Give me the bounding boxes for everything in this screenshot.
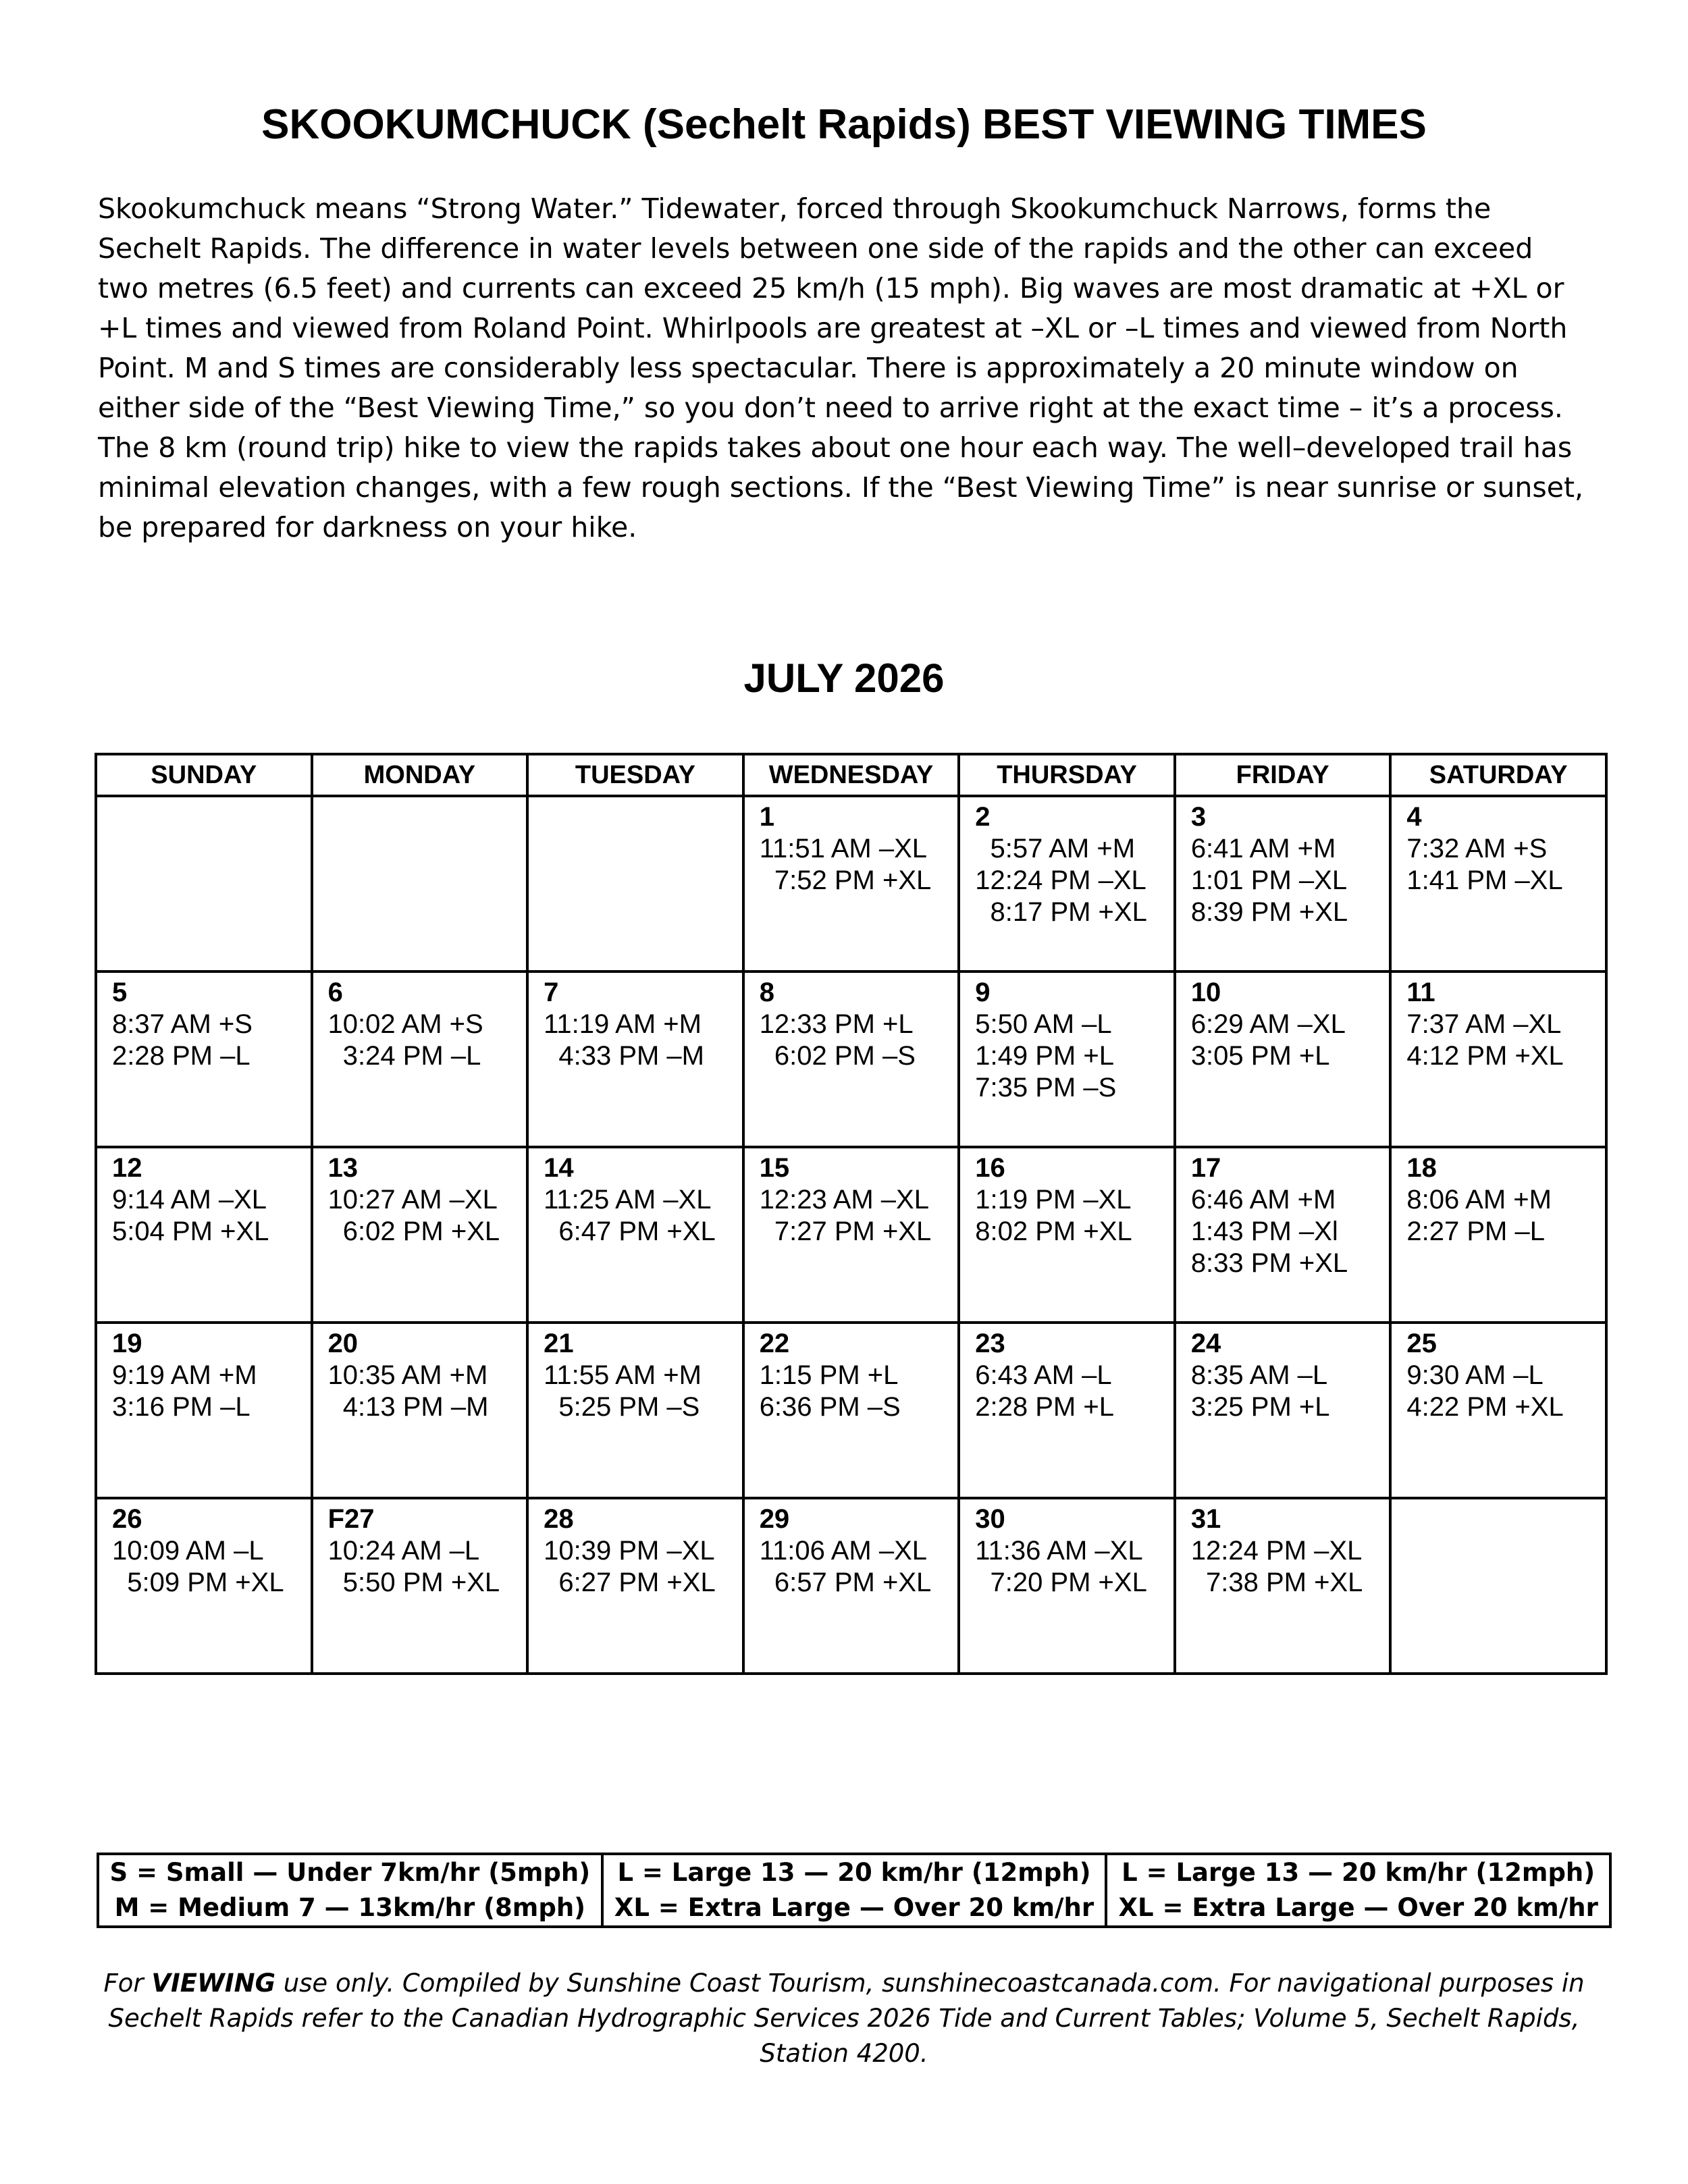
calendar-empty-cell bbox=[96, 796, 312, 971]
viewing-time: 12:33 PM +L bbox=[759, 1009, 914, 1039]
calendar-day-cell bbox=[743, 796, 959, 971]
viewing-time: 2:28 PM +L bbox=[975, 1392, 1114, 1422]
viewing-time: 6:41 AM +M bbox=[1190, 834, 1336, 863]
viewing-time: 3:16 PM –L bbox=[112, 1392, 250, 1422]
viewing-time: 10:24 AM –L bbox=[327, 1536, 480, 1566]
viewing-time: 12:23 AM –XL bbox=[759, 1185, 929, 1215]
calendar-week-row bbox=[96, 1323, 1606, 1498]
calendar-week-row bbox=[96, 1147, 1606, 1323]
month-title: JULY 2026 bbox=[743, 656, 945, 701]
calendar-day-cell bbox=[96, 1498, 312, 1674]
calendar-body bbox=[96, 796, 1606, 1674]
legend-entry: M = Medium 7 — 13km/hr (8mph) bbox=[114, 1893, 586, 1922]
calendar-day-cell bbox=[743, 971, 959, 1147]
day-number: 13 bbox=[327, 1153, 359, 1183]
calendar-day-cell bbox=[743, 1323, 959, 1498]
viewing-time: 10:27 AM –XL bbox=[327, 1185, 498, 1215]
viewing-time: 6:46 AM +M bbox=[1190, 1185, 1336, 1215]
weekday-header: SUNDAY bbox=[96, 754, 312, 796]
viewing-time: 3:24 PM –L bbox=[327, 1041, 481, 1071]
weekday-header-row bbox=[96, 754, 1606, 796]
viewing-time: 8:35 AM –L bbox=[1190, 1360, 1328, 1390]
calendar-day-cell bbox=[959, 1147, 1175, 1323]
viewing-time: 2:28 PM –L bbox=[112, 1041, 250, 1071]
day-number: 26 bbox=[112, 1504, 142, 1534]
viewing-time: 6:57 PM +XL bbox=[759, 1568, 932, 1597]
viewing-time: 11:19 AM +M bbox=[544, 1009, 702, 1039]
calendar-day-cell bbox=[1390, 971, 1606, 1147]
viewing-time: 7:27 PM +XL bbox=[759, 1217, 932, 1246]
day-number: 3 bbox=[1190, 802, 1207, 832]
viewing-time: 1:49 PM +L bbox=[975, 1041, 1114, 1071]
weekday-header: MONDAY bbox=[312, 754, 528, 796]
weekday-header: THURSDAY bbox=[959, 754, 1175, 796]
viewing-time: 5:04 PM +XL bbox=[112, 1217, 269, 1246]
intro-paragraph: Skookumchuck means “Strong Water.” Tidewater, forced through Skookumchuck Narrows, forms the Sechelt Rapids. The difference in water levels between one side of the rapids and the other can exceed two metres (6.5 feet) and currents can exceed 25 km/h (15 mph). Big waves are most dramatic at +XL or +L times and viewed from Roland Point. Whirlpools are greatest at –XL or –L times and viewed from North Point. M and S times are considerably less spectacular. There is approximately a 20 minute window on either side of the “Best Viewing Time,” so you don’t need to arrive right at the exact time – it’s a process. The 8 km (round trip) hike to view the rapids takes about one hour each way. The well–developed trail has minimal elevation changes, with a few rough sections. If the “Best Viewing Time” is near sunrise or sunset, be prepared for darkness on your hike. bbox=[98, 192, 1584, 543]
day-number: 5 bbox=[112, 978, 128, 1007]
viewing-time: 12:24 PM –XL bbox=[1190, 1536, 1363, 1566]
day-number: 28 bbox=[544, 1504, 574, 1534]
calendar-table bbox=[95, 753, 1608, 1675]
viewing-time: 4:33 PM –M bbox=[544, 1041, 704, 1071]
legend-row bbox=[98, 1854, 1610, 1927]
calendar-week-row bbox=[96, 796, 1606, 971]
viewing-time: 5:25 PM –S bbox=[544, 1392, 700, 1422]
viewing-time: 5:50 PM +XL bbox=[327, 1568, 500, 1597]
legend-cell bbox=[602, 1854, 1107, 1927]
viewing-time: 12:24 PM –XL bbox=[975, 865, 1146, 895]
calendar-day-cell bbox=[527, 971, 743, 1147]
calendar-day-cell bbox=[1175, 1498, 1391, 1674]
legend-entry: S = Small — Under 7km/hr (5mph) bbox=[109, 1858, 591, 1887]
footer-text: use only. Compiled by Sunshine Coast Tourism, sunshinecoastcanada.com. For navigational purposes in Sechelt Rapids refer to the Canadian Hydrographic Services 2026 Tide and Current Tables; Volume 5, Sechelt Rapids, Station 4200. bbox=[108, 1969, 1585, 2068]
day-number: 17 bbox=[1190, 1153, 1221, 1183]
viewing-time: 8:17 PM +XL bbox=[975, 897, 1147, 927]
viewing-time: 10:09 AM –L bbox=[112, 1536, 264, 1566]
calendar-day-cell bbox=[1175, 796, 1391, 971]
calendar-day-cell bbox=[1390, 1147, 1606, 1323]
calendar-day-cell bbox=[527, 1498, 743, 1674]
viewing-time: 5:09 PM +XL bbox=[112, 1568, 284, 1597]
viewing-time: 8:02 PM +XL bbox=[975, 1217, 1132, 1246]
calendar-day-cell bbox=[1175, 1147, 1391, 1323]
viewing-time: 1:01 PM –XL bbox=[1190, 865, 1348, 895]
viewing-time: 11:06 AM –XL bbox=[759, 1536, 928, 1566]
day-number: 30 bbox=[975, 1504, 1005, 1534]
footer-prefix: For bbox=[103, 1969, 152, 1998]
calendar-day-cell bbox=[312, 1498, 528, 1674]
viewing-time: 5:50 AM –L bbox=[975, 1009, 1112, 1039]
calendar-day-cell bbox=[1390, 796, 1606, 971]
viewing-time: 8:33 PM +XL bbox=[1190, 1248, 1348, 1278]
calendar-day-cell bbox=[1175, 1323, 1391, 1498]
viewing-time: 7:52 PM +XL bbox=[759, 865, 932, 895]
day-number: 29 bbox=[759, 1504, 790, 1534]
page-title: SKOOKUMCHUCK (Sechelt Rapids) BEST VIEWING TIMES bbox=[261, 101, 1427, 148]
day-number: F27 bbox=[327, 1504, 375, 1534]
day-number: 23 bbox=[975, 1329, 1005, 1358]
day-number: 19 bbox=[112, 1329, 142, 1358]
viewing-time: 3:05 PM +L bbox=[1190, 1041, 1330, 1071]
viewing-time: 2:27 PM –L bbox=[1406, 1217, 1545, 1246]
day-number: 7 bbox=[544, 978, 559, 1007]
calendar-week-row bbox=[96, 1498, 1606, 1674]
day-number: 6 bbox=[327, 978, 343, 1007]
viewing-time: 7:37 AM –XL bbox=[1406, 1009, 1562, 1039]
day-number: 9 bbox=[975, 978, 991, 1007]
day-number: 16 bbox=[975, 1153, 1005, 1183]
viewing-time: 8:37 AM +S bbox=[112, 1009, 253, 1039]
viewing-time: 10:39 PM –XL bbox=[544, 1536, 715, 1566]
viewing-time: 7:38 PM +XL bbox=[1190, 1568, 1363, 1597]
legend-entry: XL = Extra Large — Over 20 km/hr bbox=[614, 1893, 1094, 1922]
viewing-time: 1:19 PM –XL bbox=[975, 1185, 1132, 1215]
day-number: 22 bbox=[759, 1329, 790, 1358]
viewing-time: 9:19 AM +M bbox=[112, 1360, 257, 1390]
calendar-day-cell bbox=[96, 1323, 312, 1498]
calendar-day-cell bbox=[959, 971, 1175, 1147]
viewing-time: 1:43 PM –Xl bbox=[1190, 1217, 1338, 1246]
calendar-day-cell bbox=[96, 971, 312, 1147]
viewing-time: 9:30 AM –L bbox=[1406, 1360, 1544, 1390]
viewing-time: 11:36 AM –XL bbox=[975, 1536, 1143, 1566]
viewing-time: 4:13 PM –M bbox=[327, 1392, 489, 1422]
viewing-time: 1:15 PM +L bbox=[759, 1360, 899, 1390]
day-number: 18 bbox=[1406, 1153, 1437, 1183]
viewing-time: 7:32 AM +S bbox=[1406, 834, 1548, 863]
footer-emphasis: VIEWING bbox=[151, 1969, 275, 1998]
day-number: 25 bbox=[1406, 1329, 1437, 1358]
viewing-time: 6:02 PM –S bbox=[759, 1041, 916, 1071]
calendar-day-cell bbox=[959, 1323, 1175, 1498]
viewing-time: 6:43 AM –L bbox=[975, 1360, 1112, 1390]
calendar-day-cell bbox=[959, 796, 1175, 971]
viewing-time: 7:35 PM –S bbox=[975, 1073, 1117, 1102]
viewing-time: 6:47 PM +XL bbox=[544, 1217, 716, 1246]
calendar-day-cell bbox=[1390, 1323, 1606, 1498]
viewing-time: 5:57 AM +M bbox=[975, 834, 1136, 863]
legend-entry: L = Large 13 — 20 km/hr (12mph) bbox=[617, 1858, 1091, 1887]
calendar-day-cell bbox=[1175, 971, 1391, 1147]
viewing-time: 7:20 PM +XL bbox=[975, 1568, 1147, 1597]
viewing-time: 8:06 AM +M bbox=[1406, 1185, 1552, 1215]
calendar-empty-cell bbox=[527, 796, 743, 971]
calendar-day-cell bbox=[743, 1147, 959, 1323]
viewing-time: 1:41 PM –XL bbox=[1406, 865, 1563, 895]
day-number: 31 bbox=[1190, 1504, 1221, 1534]
viewing-time: 10:35 AM +M bbox=[327, 1360, 488, 1390]
calendar-day-cell bbox=[527, 1147, 743, 1323]
day-number: 2 bbox=[975, 802, 991, 832]
day-number: 8 bbox=[759, 978, 774, 1007]
legend-entry: L = Large 13 — 20 km/hr (12mph) bbox=[1122, 1858, 1595, 1887]
calendar-empty-cell bbox=[1390, 1498, 1606, 1674]
day-number: 15 bbox=[759, 1153, 790, 1183]
viewing-time: 4:22 PM +XL bbox=[1406, 1392, 1564, 1422]
legend-cell bbox=[1106, 1854, 1610, 1927]
weekday-header: FRIDAY bbox=[1175, 754, 1391, 796]
calendar-day-cell bbox=[312, 971, 528, 1147]
day-number: 14 bbox=[544, 1153, 574, 1183]
day-number: 24 bbox=[1190, 1329, 1221, 1358]
viewing-time: 11:51 AM –XL bbox=[759, 834, 928, 863]
footer-note bbox=[81, 1966, 1607, 2071]
viewing-time: 3:25 PM +L bbox=[1190, 1392, 1330, 1422]
calendar-day-cell bbox=[312, 1147, 528, 1323]
weekday-header: TUESDAY bbox=[527, 754, 743, 796]
viewing-time: 9:14 AM –XL bbox=[112, 1185, 267, 1215]
calendar-day-cell bbox=[743, 1498, 959, 1674]
day-number: 21 bbox=[544, 1329, 574, 1358]
viewing-time: 10:02 AM +S bbox=[327, 1009, 483, 1039]
legend-table bbox=[97, 1853, 1612, 1928]
day-number: 12 bbox=[112, 1153, 142, 1183]
calendar-day-cell bbox=[312, 1323, 528, 1498]
viewing-time: 8:39 PM +XL bbox=[1190, 897, 1348, 927]
calendar-empty-cell bbox=[312, 796, 528, 971]
day-number: 20 bbox=[327, 1329, 359, 1358]
calendar-day-cell bbox=[96, 1147, 312, 1323]
legend-entry: XL = Extra Large — Over 20 km/hr bbox=[1118, 1893, 1598, 1922]
calendar-day-cell bbox=[959, 1498, 1175, 1674]
viewing-time: 6:36 PM –S bbox=[759, 1392, 901, 1422]
legend-cell bbox=[98, 1854, 602, 1927]
viewing-time: 6:02 PM +XL bbox=[327, 1217, 500, 1246]
day-number: 1 bbox=[759, 802, 774, 832]
day-number: 4 bbox=[1406, 802, 1422, 832]
viewing-time: 11:55 AM +M bbox=[544, 1360, 702, 1390]
weekday-header: WEDNESDAY bbox=[743, 754, 959, 796]
viewing-time: 6:29 AM –XL bbox=[1190, 1009, 1346, 1039]
calendar-week-row bbox=[96, 971, 1606, 1147]
viewing-time: 11:25 AM –XL bbox=[544, 1185, 712, 1215]
viewing-time: 6:27 PM +XL bbox=[544, 1568, 716, 1597]
day-number: 10 bbox=[1190, 978, 1221, 1007]
day-number: 11 bbox=[1406, 978, 1435, 1007]
viewing-time: 4:12 PM +XL bbox=[1406, 1041, 1564, 1071]
weekday-header: SATURDAY bbox=[1390, 754, 1606, 796]
calendar-day-cell bbox=[527, 1323, 743, 1498]
